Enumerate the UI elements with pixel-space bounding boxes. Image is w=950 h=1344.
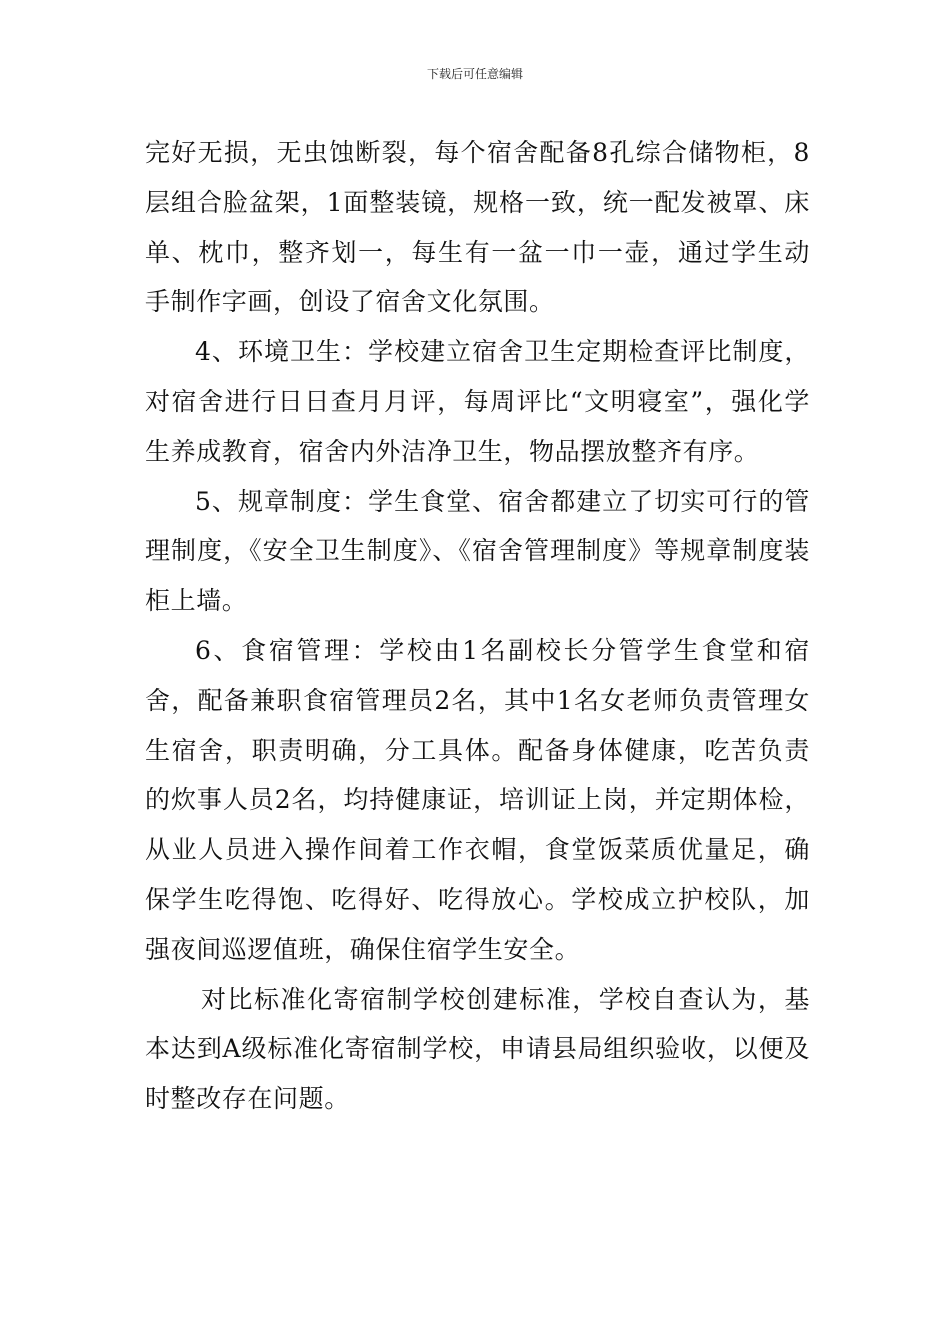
paragraph-rules-regulations: 5、规章制度：学生食堂、宿舍都建立了切实可行的管理制度，《安全卫生制度》、《宿舍管理制度》等规章制度装柜上墙。 bbox=[145, 486, 810, 616]
paragraph-environment-hygiene: 4、环境卫生：学校建立宿舍卫生定期检查评比制度，对宿舍进行日日查月月评，每周评比“文明寝室”，强化学生养成教育，宿舍内外洁净卫生，物品摆放整齐有序。 bbox=[145, 337, 810, 466]
header-note: 下载后可任意编辑 bbox=[426, 67, 523, 81]
paragraph-boarding-management: 6、食宿管理：学校由1名副校长分管学生食堂和宿舍，配备兼职食宿管理员2名，其中1名女老师负责管理女生宿舍，职责明确，分工具体。配备身体健康，吃苦负责的炊事人员2名，均持健康证，培训证上岗，并定期体检，从业人员进入操作间着工作衣帽，食堂饭菜质优量足，确保学生吃得饱、吃得好、吃得放心。学校成立护校队，加强夜间巡逻值班，确保住宿学生安全。 bbox=[145, 635, 810, 964]
paragraph-dormitory-facilities: 完好无损，无虫蚀断裂，每个宿舍配备8孔综合储物柜，8层组合脸盆架，1面整装镜，规格一致，统一配发被罩、床单、枕巾，整齐划一，每生有一盆一巾一壶，通过学生动手制作字画，创设了宿舍文化氛围。 bbox=[145, 138, 810, 317]
document-body bbox=[145, 128, 810, 1124]
paragraph-self-assessment: 对比标准化寄宿制学校创建标准，学校自查认为，基本达到A级标准化寄宿制学校，申请县局组织验收，以便及时整改存在问题。 bbox=[145, 984, 810, 1114]
